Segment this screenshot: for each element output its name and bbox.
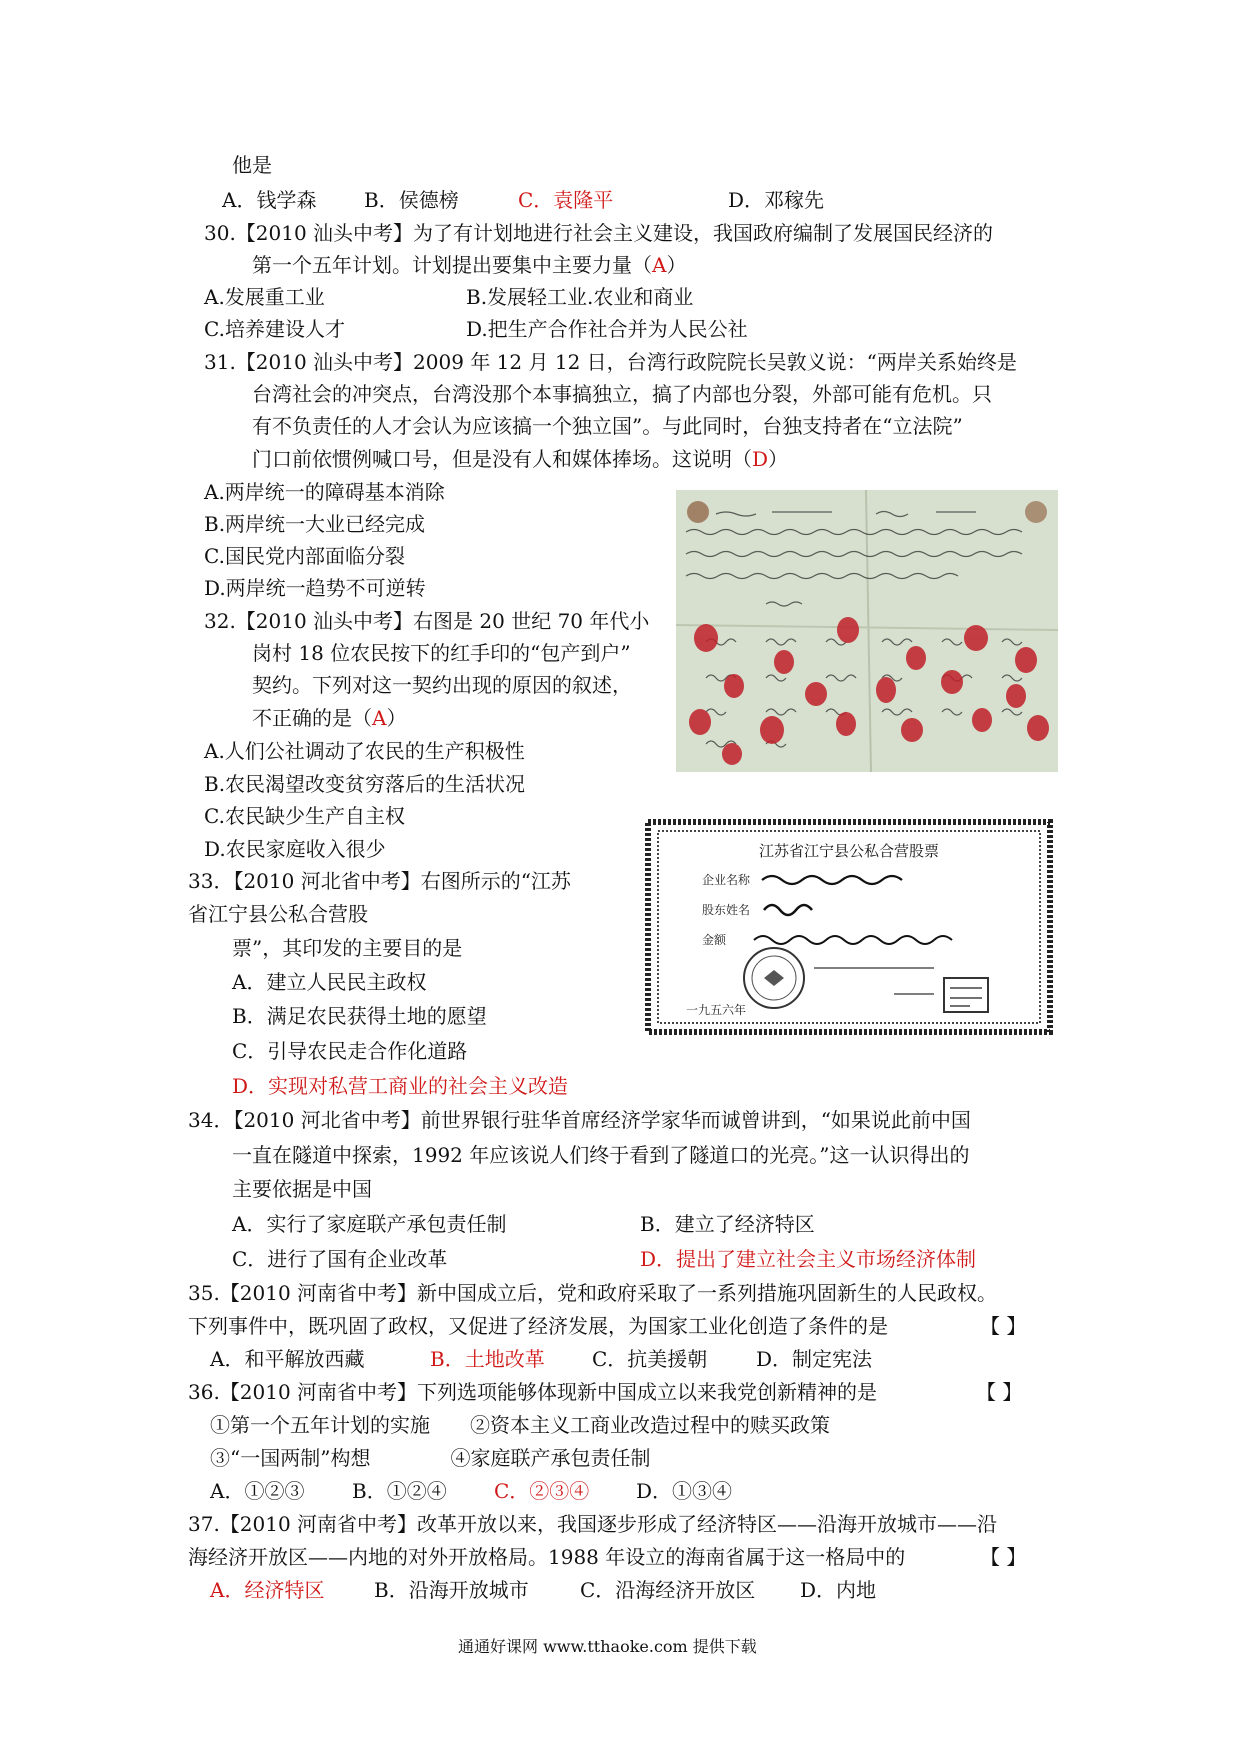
q33-stem-line1: 33．【2010 河北省中考】右图所示的“江苏: [188, 869, 571, 893]
page-footer: 通通好课网 www.tthaoke.com 提供下载: [458, 1637, 757, 1656]
q36-option-b: B．①②④: [352, 1479, 447, 1503]
q36-stem-line1: 36.【2010 河南省中考】下列选项能够体现新中国成立以来我党创新精神的是: [188, 1380, 878, 1404]
q31-option-a: A.两岸统一的障碍基本消除: [204, 480, 445, 504]
q29-option-a: A．钱学森: [222, 188, 317, 212]
q32-option-a: A.人们公社调动了农民的生产积极性: [204, 739, 525, 763]
q30-option-d: D.把生产合作社合并为人民公社: [466, 317, 748, 341]
q34-option-a: A．实行了家庭联产承包责任制: [232, 1212, 507, 1236]
q37-option-c: C．沿海经济开放区: [580, 1578, 756, 1602]
q33-option-c: C．引导农民走合作化道路: [232, 1039, 468, 1063]
q32-option-b: B.农民渴望改变贫穷落后的生活状况: [204, 772, 526, 796]
q31-answer: D: [752, 447, 769, 471]
q35-option-b-answer: B．土地改革: [430, 1347, 545, 1371]
q34-stem-line1: 34．【2010 河北省中考】前世界银行驻华首席经济学家华而诚曾讲到，“如果说此前中国: [188, 1108, 971, 1132]
q32-stem-line1: 32.【2010 汕头中考】右图是 20 世纪 70 年代小: [204, 609, 650, 633]
q29-option-c-answer: C．袁隆平: [518, 188, 614, 212]
q32-answer: A: [372, 706, 387, 730]
q37-stem-line1: 37.【2010 河南省中考】改革开放以来，我国逐步形成了经济特区——沿海开放城市——沿: [188, 1512, 998, 1536]
q34-option-d-answer: D．提出了建立社会主义市场经济体制: [640, 1247, 977, 1271]
q37-answer-bracket: 【 】: [980, 1545, 1027, 1569]
q35-option-c: C．抗美援朝: [592, 1347, 708, 1371]
q36-option-c-answer: C．②③④: [494, 1479, 590, 1503]
q35-answer-bracket: 【 】: [980, 1314, 1027, 1338]
certificate-row-holder: 股东姓名: [702, 903, 751, 917]
q30-option-b: B.发展轻工业.农业和商业: [466, 285, 694, 309]
q37-option-b: B．沿海开放城市: [374, 1578, 529, 1602]
q30-option-c: C.培养建设人才: [204, 317, 345, 341]
q33-option-a: A．建立人民民主政权: [232, 970, 427, 994]
q32-stem-line4: 不正确的是（A）: [252, 706, 407, 730]
q32-stem-line3: 契约。下列对这一契约出现的原因的叙述，: [252, 673, 632, 697]
q30-answer: A: [652, 253, 667, 277]
q34-stem-line2: 一直在隧道中探索，1992 年应该说人们终于看到了隧道口的光亮。”这一认识得出的: [232, 1143, 970, 1167]
q33-option-d-answer: D．实现对私营工商业的社会主义改造: [232, 1074, 569, 1098]
q32-option-d: D.农民家庭收入很少: [204, 837, 386, 861]
stock-certificate-photo: [644, 818, 1054, 1036]
q35-option-a: A．和平解放西藏: [210, 1347, 365, 1371]
q33-option-b: B．满足农民获得土地的愿望: [232, 1004, 487, 1028]
q31-stem-line1: 31.【2010 汕头中考】2009 年 12 月 12 日，台湾行政院院长吴敦义说：“两岸关系始终是: [204, 350, 1017, 374]
q31-stem-line3: 有不负责任的人才会认为应该搞一个独立国”。与此同时，台独支持者在“立法院”: [252, 414, 963, 438]
q36-items-line2: ③“一国两制”构想 ④家庭联产承包责任制: [210, 1446, 651, 1470]
q31-stem-line4: 门口前依惯例喊口号，但是没有人和媒体捧场。这说明（D）: [252, 447, 789, 471]
q31-option-d: D.两岸统一趋势不可逆转: [204, 576, 426, 600]
q32-stem-line2: 岗村 18 位农民按下的红手印的“包产到户”: [252, 641, 631, 665]
q30-stem-line1: 30.【2010 汕头中考】为了有计划地进行社会主义建设，我国政府编制了发展国民经济的: [204, 221, 994, 245]
q29-stem-end: 他是: [232, 153, 272, 177]
certificate-row-amount: 金额: [702, 933, 727, 947]
q35-option-d: D．制定宪法: [756, 1347, 873, 1371]
q34-option-b: B．建立了经济特区: [640, 1212, 815, 1236]
q31-option-b: B.两岸统一大业已经完成: [204, 512, 426, 536]
q37-option-d: D．内地: [800, 1578, 877, 1602]
q30-stem-line2: 第一个五年计划。计划提出要集中主要力量（A）: [252, 253, 687, 277]
q35-stem-line2: 下列事件中，既巩固了政权，又促进了经济发展，为国家工业化创造了条件的是: [188, 1314, 888, 1338]
q34-option-c: C．进行了国有企业改革: [232, 1247, 448, 1271]
q36-items-line1: ①第一个五年计划的实施 ②资本主义工商业改造过程中的赎买政策: [210, 1413, 830, 1437]
certificate-title: 江苏省江宁县公私合营股票: [758, 842, 940, 860]
q31-stem-line2: 台湾社会的冲突点，台湾没那个本事搞独立，搞了内部也分裂，外部可能有危机。只: [252, 382, 992, 406]
q31-option-c: C.国民党内部面临分裂: [204, 544, 405, 568]
q33-stem-line2: 省江宁县公私合营股: [188, 902, 368, 926]
q32-option-c: C.农民缺少生产自主权: [204, 804, 405, 828]
q30-option-a: A.发展重工业: [204, 285, 325, 309]
contract-photo: [676, 490, 1058, 772]
certificate-date: 一九五六年: [686, 1003, 747, 1017]
q37-stem-line2: 海经济开放区——内地的对外开放格局。1988 年设立的海南省属于这一格局中的: [188, 1545, 906, 1569]
q29-option-d: D．邓稼先: [728, 188, 825, 212]
q34-stem-line3: 主要依据是中国: [232, 1177, 372, 1201]
q33-stem-line3: 票”，其印发的主要目的是: [232, 936, 463, 960]
q29-option-b: B．侯德榜: [364, 188, 459, 212]
q35-stem-line1: 35.【2010 河南省中考】新中国成立后，党和政府采取了一系列措施巩固新生的人民政权。: [188, 1281, 998, 1305]
q36-option-d: D．①③④: [636, 1479, 733, 1503]
q36-option-a: A．①②③: [210, 1479, 305, 1503]
certificate-row-company: 企业名称: [702, 873, 751, 887]
q36-answer-bracket: 【 】: [976, 1380, 1023, 1404]
q37-option-a-answer: A．经济特区: [210, 1578, 325, 1602]
